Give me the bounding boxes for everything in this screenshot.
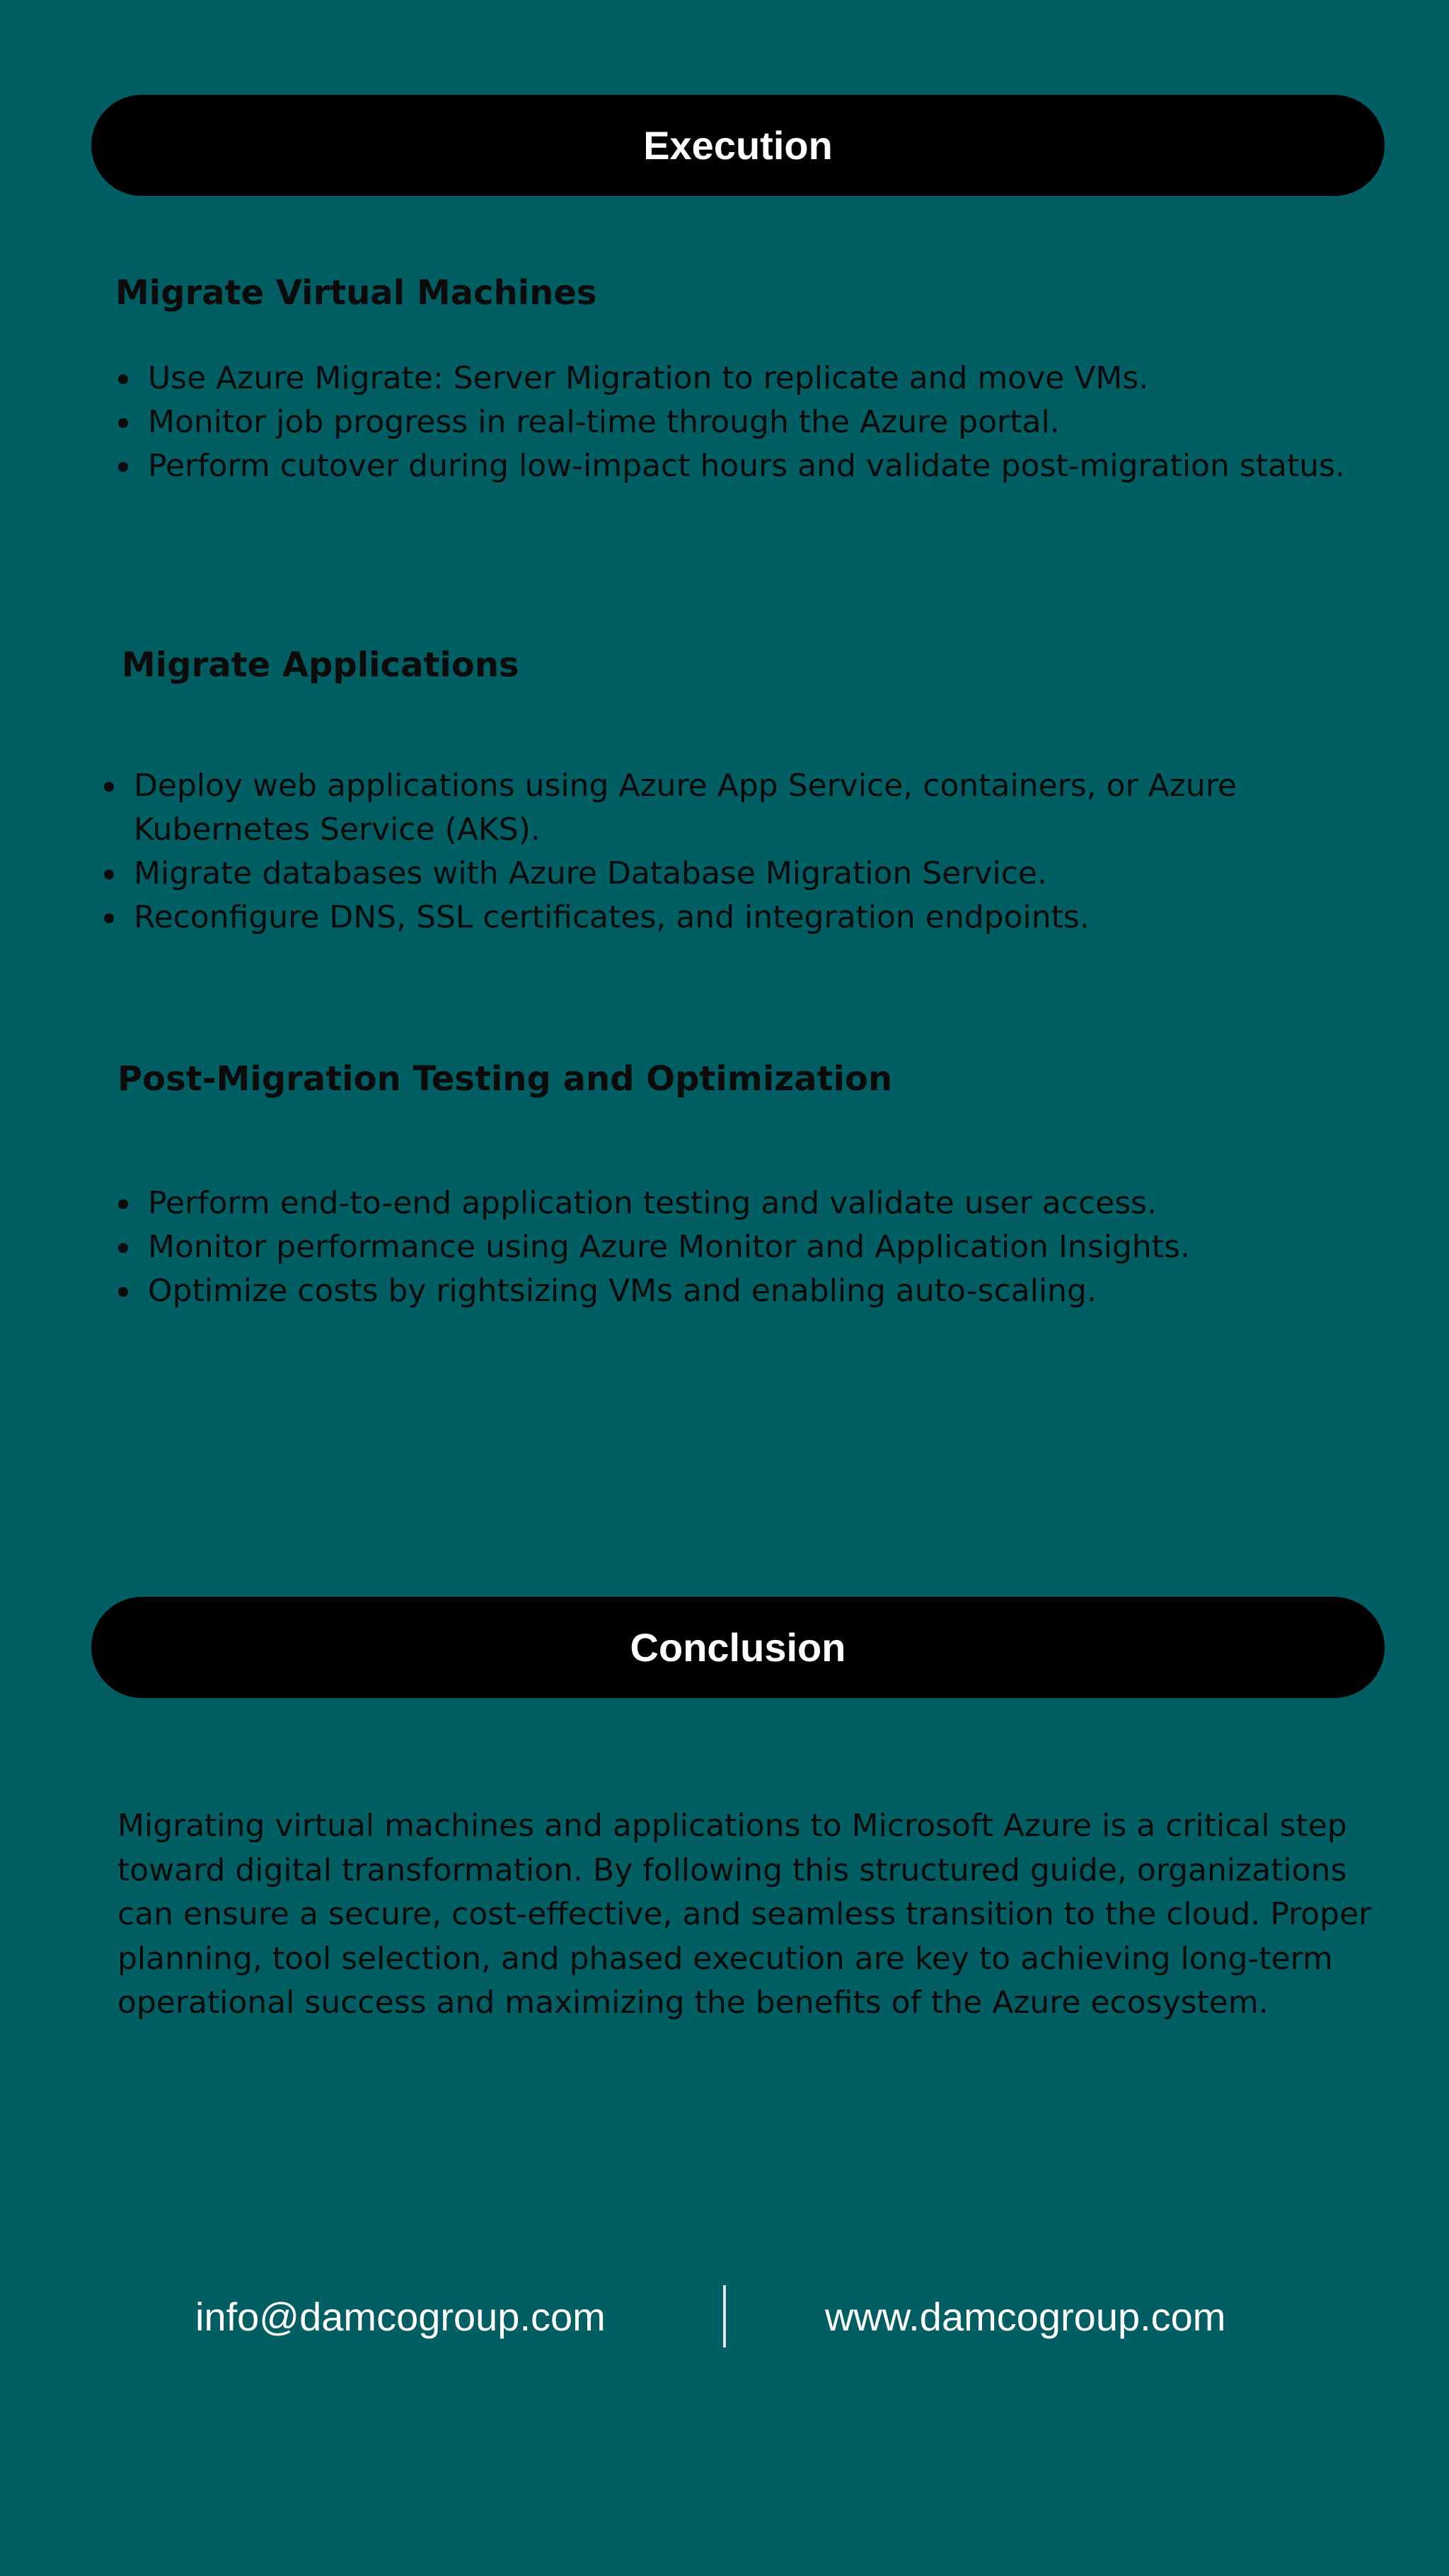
execution-header — [91, 95, 1385, 196]
list-item: Use Azure Migrate: Server Migration to replicate and move VMs. — [115, 357, 1403, 400]
footer-website-link[interactable]: www.damcogroup.com — [825, 2294, 1226, 2339]
list-item: Monitor job progress in real-time through the Azure portal. — [115, 400, 1403, 444]
post-migration-list — [115, 1182, 1403, 1313]
conclusion-header-label: Conclusion — [630, 1625, 846, 1670]
list-item: Perform cutover during low-impact hours and validate post-migration status. — [115, 444, 1403, 488]
footer-email-link[interactable]: info@damcogroup.com — [195, 2294, 606, 2339]
list-item: Monitor performance using Azure Monitor and Application Insights. — [115, 1225, 1403, 1269]
list-item: Reconfigure DNS, SSL certificates, and integration endpoints. — [101, 896, 1262, 940]
migrate-vms-list — [115, 357, 1403, 488]
conclusion-paragraph: Migrating virtual machines and applications to Microsoft Azure is a critical step toward digital transformation. By following this structured guide, organizations can ensure a secure, cost-effective, and seamless transition to the cloud. Proper planning, tool selection, and phased execution are key to achieving long-term operational success and maximizing the benefits of the Azure ecosystem. — [117, 1808, 1372, 2021]
footer-divider — [723, 2285, 726, 2347]
migrate-apps-list — [101, 764, 1262, 940]
list-item: Perform end-to-end application testing and validate user access. — [115, 1182, 1403, 1225]
section-title-migrate-vms: Migrate Virtual Machines — [115, 273, 597, 313]
list-item: Deploy web applications using Azure App Service, containers, or Azure Kubernetes Service (AKS). — [101, 764, 1262, 852]
section-title-post-migration: Post-Migration Testing and Optimization — [117, 1059, 893, 1099]
execution-header-label: Execution — [643, 123, 833, 168]
section-title-migrate-apps: Migrate Applications — [122, 645, 519, 685]
conclusion-header — [91, 1597, 1385, 1698]
list-item: Migrate databases with Azure Database Migration Service. — [101, 852, 1262, 896]
list-item: Optimize costs by rightsizing VMs and enabling auto-scaling. — [115, 1269, 1403, 1313]
